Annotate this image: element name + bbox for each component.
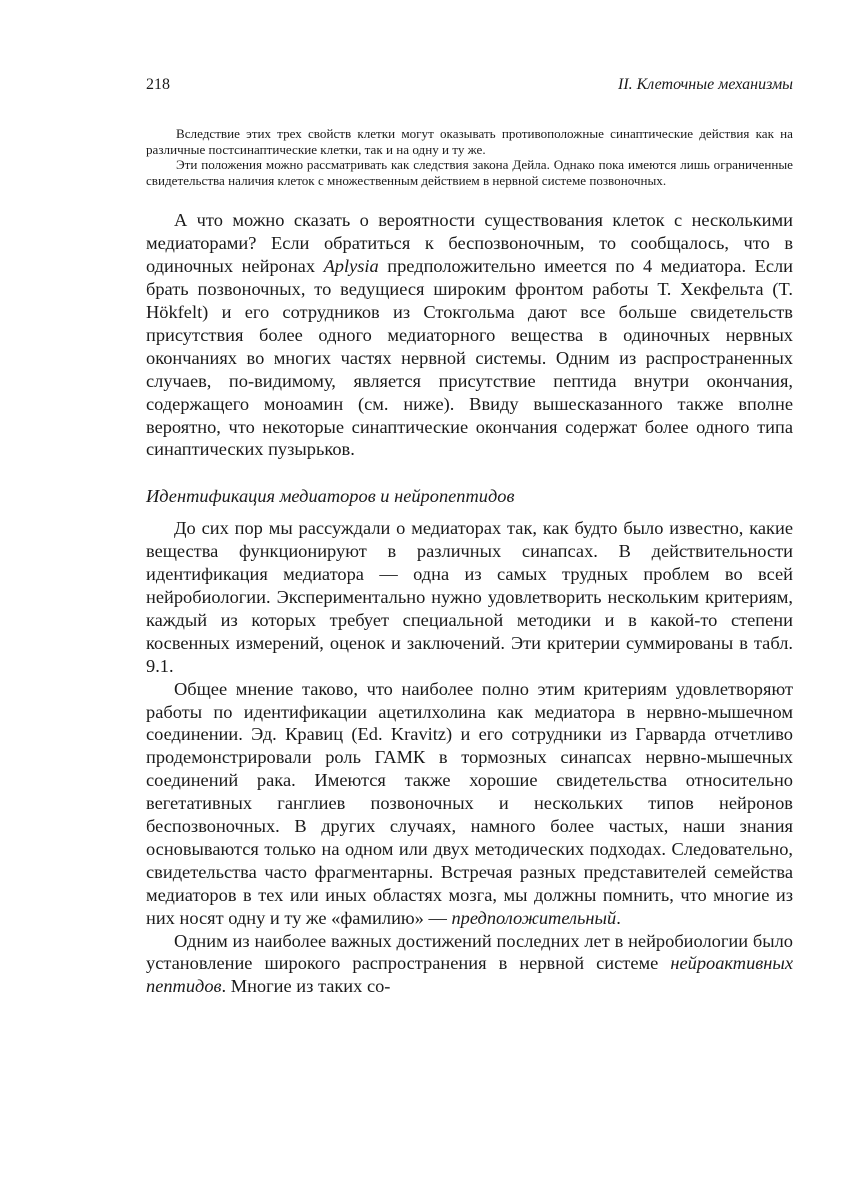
organism-name: Aplysia	[323, 256, 379, 277]
book-page	[146, 76, 793, 998]
page-number: 218	[146, 76, 170, 93]
main-text	[146, 517, 793, 998]
text-run: .	[616, 907, 621, 928]
emphasized-term: предположительный	[451, 907, 617, 928]
body-paragraph	[146, 209, 793, 461]
text-run: предположительно имеется по 4 медиатора. Если брать позвоночных, то ведущиеся широким фронтом работы Т. Хекфельта (T. Hökfelt) и его сотрудников из Стокгольма дают все больше свидетельств присутствия более одного медиаторного вещества в одиночных нервных окончаниях во многих частях нервной системы. Одним из распространенных случаев, по-видимому, является присутствие пептида внутри окончания, содержащего моноамин (см. ниже). Ввиду вышесказанного также вполне вероятно, что некоторые синаптические окончания содержат более одного типа синаптических пузырьков.	[146, 256, 793, 460]
text-run: Общее мнение таково, что наиболее полно этим критериям удовлетворяют работы по идентификации ацетилхолина как медиатора в нервно-мышечном соединении. Эд. Кравиц (Ed. Kravitz) и его сотрудники из Гарварда отчетливо продемонстрировали роль ГАМК в тормозных синапсах нервно-мышечных соединений рака. Имеются также хорошие свидетельства относительно вегетативных ганглиев позвоночных и нескольких типов нейронов беспозвоночных. В других случаях, намного более частых, наши знания основываются только на одном или двух методических подходах. Следовательно, свидетельства часто фрагментарны. Встречая разных представителей семейства медиаторов в тех или иных областях мозга, мы должны помнить, что многие из них носят одну и ту же «фамилию» —	[146, 678, 793, 928]
body-paragraph	[146, 930, 793, 999]
text-run: Одним из наиболее важных достижений последних лет в нейробиологии было установление широкого распространения в нервной системе	[146, 930, 793, 974]
main-text	[146, 209, 793, 461]
page-header	[146, 76, 793, 102]
text-run: . Многие из таких со-	[221, 976, 391, 997]
small-print-notes	[146, 126, 793, 188]
section-heading: Идентификация медиаторов и нейропептидов	[146, 486, 515, 507]
body-paragraph: До сих пор мы рассуждали о медиаторах так, как будто было известно, какие вещества функционируют в различных синапсах. В действительности идентификация медиатора — одна из самых трудных проблем во всей нейробиологии. Экспериментально нужно удовлетворить нескольким критериям, каждый из которых требует специальной методики и в какой-то степени косвенных измерений, оценок и заключений. Эти критерии суммированы в табл. 9.1.	[146, 518, 793, 676]
note-paragraph: Эти положения можно рассматривать как следствия закона Дейла. Однако пока имеются лишь ограниченные свидетельства наличия клеток с множественным действием в нервной системе позвоночных.	[146, 157, 793, 188]
body-paragraph	[146, 678, 793, 930]
running-title: II. Клеточные механизмы	[617, 76, 793, 93]
note-paragraph: Вследствие этих трех свойств клетки могут оказывать противоположные синаптические действия как на различные постсинаптические клетки, так и на одну и ту же.	[146, 126, 793, 157]
emphasized-term: нейроактивных пептидов	[146, 953, 793, 997]
text-run: А что можно сказать о вероятности существования клеток с несколькими медиаторами? Если обратиться к беспозвоночным, то сообщалось, что в одиночных нейронах	[146, 210, 793, 277]
